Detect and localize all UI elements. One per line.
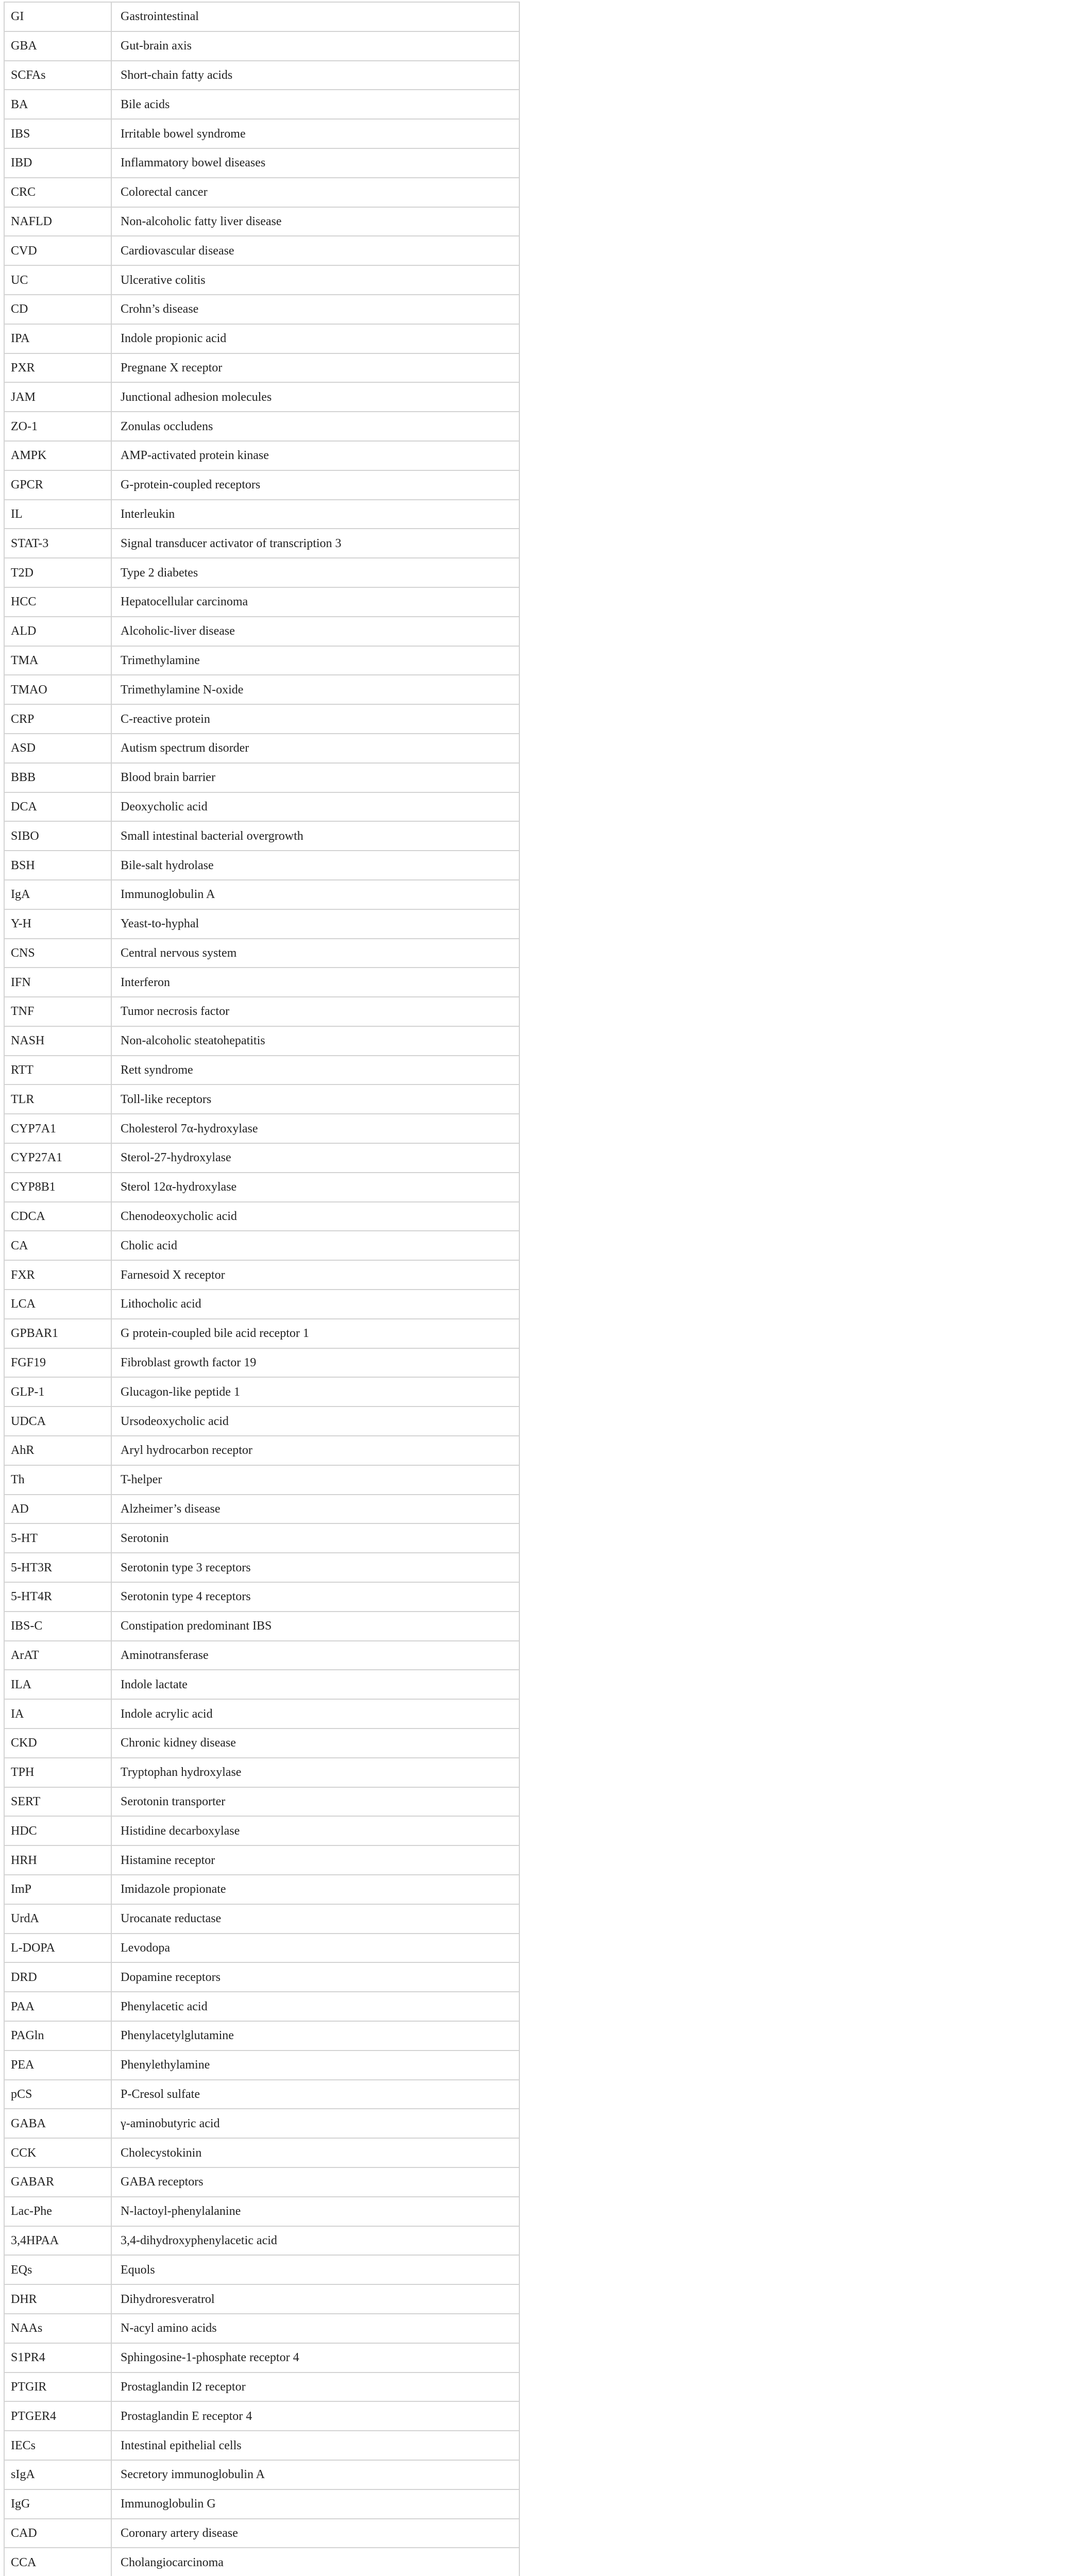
- table-row: [4, 1787, 519, 1817]
- abbreviation-cell: CCK: [4, 2138, 111, 2167]
- abbreviation-cell: AD: [4, 1495, 111, 1524]
- definition-cell: Equols: [111, 2255, 519, 2284]
- table-row: [4, 2167, 519, 2197]
- abbreviation-cell: ArAT: [4, 1641, 111, 1670]
- abbreviation-cell: FXR: [4, 1260, 111, 1290]
- table-row: [4, 2255, 519, 2284]
- table-row: [4, 1612, 519, 1641]
- definition-cell: Tumor necrosis factor: [111, 997, 519, 1026]
- definition-cell: Autism spectrum disorder: [111, 734, 519, 763]
- definition-cell: Trimethylamine: [111, 646, 519, 675]
- abbreviation-cell: GPBAR1: [4, 1319, 111, 1348]
- table-row: [4, 500, 519, 529]
- definition-cell: Sterol-27-hydroxylase: [111, 1143, 519, 1173]
- definition-cell: Urocanate reductase: [111, 1904, 519, 1934]
- definition-cell: G-protein-coupled receptors: [111, 470, 519, 500]
- abbreviation-cell: CVD: [4, 236, 111, 265]
- abbreviation-cell: ILA: [4, 1670, 111, 1699]
- table-row: [4, 1319, 519, 1348]
- abbreviation-cell: L-DOPA: [4, 1934, 111, 1963]
- abbreviation-cell: DCA: [4, 792, 111, 822]
- table-row: [4, 1699, 519, 1728]
- abbreviation-cell: CYP7A1: [4, 1114, 111, 1143]
- definition-cell: AMP-activated protein kinase: [111, 441, 519, 470]
- definition-cell: Junctional adhesion molecules: [111, 382, 519, 412]
- definition-cell: Aryl hydrocarbon receptor: [111, 1436, 519, 1465]
- definition-cell: Blood brain barrier: [111, 763, 519, 792]
- table-row: [4, 1992, 519, 2021]
- abbreviation-cell: SCFAs: [4, 61, 111, 90]
- table-row: [4, 909, 519, 939]
- definition-cell: Non-alcoholic steatohepatitis: [111, 1026, 519, 1056]
- abbreviation-cell: IBD: [4, 148, 111, 178]
- abbreviation-cell: CA: [4, 1231, 111, 1260]
- table-row: [4, 2519, 519, 2548]
- definition-cell: Phenylacetic acid: [111, 1992, 519, 2021]
- abbreviation-cell: HRH: [4, 1845, 111, 1875]
- abbreviation-cell: GI: [4, 2, 111, 31]
- table-row: [4, 734, 519, 763]
- definition-cell: Deoxycholic acid: [111, 792, 519, 822]
- table-row: [4, 1523, 519, 1553]
- definition-cell: Cardiovascular disease: [111, 236, 519, 265]
- definition-cell: Serotonin: [111, 1523, 519, 1553]
- abbreviation-cell: CNS: [4, 939, 111, 968]
- definition-cell: Pregnane X receptor: [111, 353, 519, 383]
- definition-cell: Constipation predominant IBS: [111, 1612, 519, 1641]
- abbreviation-cell: NAFLD: [4, 207, 111, 236]
- abbreviation-cell: CKD: [4, 1728, 111, 1758]
- abbreviation-cell: Th: [4, 1465, 111, 1495]
- table-row: [4, 587, 519, 617]
- abbreviation-cell: RTT: [4, 1056, 111, 1085]
- definition-cell: Lithocholic acid: [111, 1290, 519, 1319]
- definition-cell: Secretory immunoglobulin A: [111, 2460, 519, 2489]
- table-row: [4, 324, 519, 353]
- table-row: [4, 2343, 519, 2372]
- definition-cell: Type 2 diabetes: [111, 558, 519, 587]
- abbreviation-cell: HDC: [4, 1816, 111, 1845]
- table-row: [4, 1173, 519, 1202]
- abbreviation-cell: ZO-1: [4, 412, 111, 441]
- table-row: [4, 646, 519, 675]
- abbreviation-cell: LCA: [4, 1290, 111, 1319]
- definition-cell: Yeast-to-hyphal: [111, 909, 519, 939]
- definition-cell: Cholecystokinin: [111, 2138, 519, 2167]
- table-row: [4, 880, 519, 909]
- abbreviation-cell: EQs: [4, 2255, 111, 2284]
- abbreviation-cell: sIgA: [4, 2460, 111, 2489]
- table-row: [4, 1962, 519, 1992]
- definition-cell: Tryptophan hydroxylase: [111, 1758, 519, 1787]
- abbreviation-cell: DHR: [4, 2284, 111, 2314]
- abbreviation-cell: 5-HT4R: [4, 1582, 111, 1612]
- abbreviation-cell: UrdA: [4, 1904, 111, 1934]
- table-row: [4, 1758, 519, 1787]
- table-row: [4, 1026, 519, 1056]
- abbreviation-cell: PEA: [4, 2050, 111, 2080]
- definition-cell: Levodopa: [111, 1934, 519, 1963]
- table-row: [4, 265, 519, 295]
- table-row: [4, 1260, 519, 1290]
- abbreviation-cell: pCS: [4, 2080, 111, 2109]
- definition-cell: Histidine decarboxylase: [111, 1816, 519, 1845]
- abbreviation-cell: GABAR: [4, 2167, 111, 2197]
- abbreviation-cell: 5-HT: [4, 1523, 111, 1553]
- definition-cell: Immunoglobulin A: [111, 880, 519, 909]
- table-row: [4, 2197, 519, 2226]
- abbreviation-cell: CAD: [4, 2519, 111, 2548]
- table-row: [4, 1056, 519, 1085]
- abbreviation-cell: 5-HT3R: [4, 1553, 111, 1582]
- definition-cell: Cholangiocarcinoma: [111, 2548, 519, 2576]
- abbreviation-cell: BSH: [4, 851, 111, 880]
- definition-cell: Alzheimer’s disease: [111, 1495, 519, 1524]
- definition-cell: Central nervous system: [111, 939, 519, 968]
- definition-cell: Intestinal epithelial cells: [111, 2431, 519, 2460]
- abbreviation-cell: ASD: [4, 734, 111, 763]
- table-row: [4, 178, 519, 207]
- table-row: [4, 2284, 519, 2314]
- table-row: [4, 821, 519, 851]
- table-row: [4, 2109, 519, 2138]
- abbreviation-cell: GBA: [4, 31, 111, 61]
- definition-cell: Hepatocellular carcinoma: [111, 587, 519, 617]
- abbreviation-cell: IgG: [4, 2489, 111, 2519]
- table-row: [4, 1231, 519, 1260]
- table-row: [4, 1495, 519, 1524]
- definition-cell: Coronary artery disease: [111, 2519, 519, 2548]
- table-row: [4, 207, 519, 236]
- table-row: [4, 1582, 519, 1612]
- abbreviations-table: [4, 2, 520, 2576]
- table-row: [4, 792, 519, 822]
- definition-cell: Prostaglandin E receptor 4: [111, 2401, 519, 2431]
- table-row: [4, 1290, 519, 1319]
- definition-cell: Serotonin transporter: [111, 1787, 519, 1817]
- definition-cell: Glucagon-like peptide 1: [111, 1377, 519, 1406]
- definition-cell: Indole propionic acid: [111, 324, 519, 353]
- abbreviation-cell: T2D: [4, 558, 111, 587]
- definition-cell: Chronic kidney disease: [111, 1728, 519, 1758]
- abbreviation-cell: IL: [4, 500, 111, 529]
- table-row: [4, 295, 519, 324]
- table-row: [4, 61, 519, 90]
- table-row: [4, 675, 519, 704]
- table-row: [4, 617, 519, 646]
- abbreviation-cell: HCC: [4, 587, 111, 617]
- abbreviation-cell: CD: [4, 295, 111, 324]
- abbreviation-cell: CRC: [4, 178, 111, 207]
- definition-cell: γ-aminobutyric acid: [111, 2109, 519, 2138]
- definition-cell: Crohn’s disease: [111, 295, 519, 324]
- abbreviations-table-body: [4, 2, 519, 2576]
- table-row: [4, 1084, 519, 1114]
- abbreviation-cell: ImP: [4, 1875, 111, 1904]
- table-row: [4, 148, 519, 178]
- table-row: [4, 90, 519, 119]
- abbreviation-cell: 3,4HPAA: [4, 2226, 111, 2256]
- definition-cell: Short-chain fatty acids: [111, 61, 519, 90]
- definition-cell: Dopamine receptors: [111, 1962, 519, 1992]
- abbreviation-cell: CRP: [4, 704, 111, 734]
- abbreviation-cell: IBS: [4, 119, 111, 148]
- abbreviation-cell: IECs: [4, 2431, 111, 2460]
- definition-cell: Chenodeoxycholic acid: [111, 1202, 519, 1231]
- table-row: [4, 470, 519, 500]
- table-row: [4, 997, 519, 1026]
- definition-cell: Zonulas occludens: [111, 412, 519, 441]
- abbreviation-cell: PAGln: [4, 2021, 111, 2050]
- definition-cell: Histamine receptor: [111, 1845, 519, 1875]
- definition-cell: Toll-like receptors: [111, 1084, 519, 1114]
- table-row: [4, 851, 519, 880]
- table-row: [4, 2021, 519, 2050]
- definition-cell: Gastrointestinal: [111, 2, 519, 31]
- definition-cell: Dihydroresveratrol: [111, 2284, 519, 2314]
- table-row: [4, 412, 519, 441]
- definition-cell: Non-alcoholic fatty liver disease: [111, 207, 519, 236]
- table-row: [4, 939, 519, 968]
- abbreviation-cell: GPCR: [4, 470, 111, 500]
- table-row: [4, 2314, 519, 2343]
- table-row: [4, 382, 519, 412]
- definition-cell: Serotonin type 4 receptors: [111, 1582, 519, 1612]
- table-row: [4, 2, 519, 31]
- table-row: [4, 1377, 519, 1406]
- definition-cell: 3,4-dihydroxyphenylacetic acid: [111, 2226, 519, 2256]
- table-row: [4, 1465, 519, 1495]
- abbreviation-cell: IBS-C: [4, 1612, 111, 1641]
- abbreviation-cell: IFN: [4, 968, 111, 997]
- abbreviation-cell: IPA: [4, 324, 111, 353]
- definition-cell: Inflammatory bowel diseases: [111, 148, 519, 178]
- definition-cell: Phenylacetylglutamine: [111, 2021, 519, 2050]
- abbreviation-cell: TLR: [4, 1084, 111, 1114]
- abbreviation-cell: S1PR4: [4, 2343, 111, 2372]
- definition-cell: Serotonin type 3 receptors: [111, 1553, 519, 1582]
- definition-cell: Indole lactate: [111, 1670, 519, 1699]
- abbreviation-cell: CYP8B1: [4, 1173, 111, 1202]
- table-row: [4, 1641, 519, 1670]
- abbreviation-cell: NASH: [4, 1026, 111, 1056]
- definition-cell: Ursodeoxycholic acid: [111, 1406, 519, 1436]
- definition-cell: Ulcerative colitis: [111, 265, 519, 295]
- abbreviation-cell: PAA: [4, 1992, 111, 2021]
- definition-cell: Cholic acid: [111, 1231, 519, 1260]
- definition-cell: Gut-brain axis: [111, 31, 519, 61]
- table-row: [4, 2548, 519, 2576]
- abbreviation-cell: SERT: [4, 1787, 111, 1817]
- abbreviation-cell: PTGER4: [4, 2401, 111, 2431]
- definition-cell: Colorectal cancer: [111, 178, 519, 207]
- abbreviation-cell: STAT-3: [4, 529, 111, 558]
- abbreviation-cell: IA: [4, 1699, 111, 1728]
- definition-cell: T-helper: [111, 1465, 519, 1495]
- abbreviation-cell: GLP-1: [4, 1377, 111, 1406]
- definition-cell: Cholesterol 7α-hydroxylase: [111, 1114, 519, 1143]
- definition-cell: Bile-salt hydrolase: [111, 851, 519, 880]
- abbreviation-cell: IgA: [4, 880, 111, 909]
- abbreviation-cell: GABA: [4, 2109, 111, 2138]
- table-row: [4, 1845, 519, 1875]
- table-row: [4, 1553, 519, 1582]
- definition-cell: Fibroblast growth factor 19: [111, 1348, 519, 1378]
- definition-cell: P-Cresol sulfate: [111, 2080, 519, 2109]
- definition-cell: Bile acids: [111, 90, 519, 119]
- definition-cell: Phenylethylamine: [111, 2050, 519, 2080]
- definition-cell: Immunoglobulin G: [111, 2489, 519, 2519]
- abbreviation-cell: FGF19: [4, 1348, 111, 1378]
- definition-cell: Sterol 12α-hydroxylase: [111, 1173, 519, 1202]
- table-row: [4, 2401, 519, 2431]
- abbreviation-cell: UDCA: [4, 1406, 111, 1436]
- abbreviation-cell: TNF: [4, 997, 111, 1026]
- table-row: [4, 31, 519, 61]
- table-row: [4, 441, 519, 470]
- definition-cell: G protein-coupled bile acid receptor 1: [111, 1319, 519, 1348]
- definition-cell: Signal transducer activator of transcription 3: [111, 529, 519, 558]
- table-row: [4, 1202, 519, 1231]
- table-row: [4, 1816, 519, 1845]
- table-row: [4, 1348, 519, 1378]
- abbreviation-cell: Lac-Phe: [4, 2197, 111, 2226]
- abbreviation-cell: DRD: [4, 1962, 111, 1992]
- table-row: [4, 1114, 519, 1143]
- table-row: [4, 1904, 519, 1934]
- table-row: [4, 2080, 519, 2109]
- definition-cell: Farnesoid X receptor: [111, 1260, 519, 1290]
- table-row: [4, 2372, 519, 2402]
- table-row: [4, 1143, 519, 1173]
- table-row: [4, 353, 519, 383]
- abbreviation-cell: CYP27A1: [4, 1143, 111, 1173]
- table-row: [4, 1728, 519, 1758]
- table-row: [4, 704, 519, 734]
- table-row: [4, 1875, 519, 1904]
- abbreviation-cell: UC: [4, 265, 111, 295]
- abbreviation-cell: SIBO: [4, 821, 111, 851]
- table-row: [4, 968, 519, 997]
- abbreviation-cell: JAM: [4, 382, 111, 412]
- table-row: [4, 2431, 519, 2460]
- table-row: [4, 558, 519, 587]
- abbreviation-cell: BA: [4, 90, 111, 119]
- definition-cell: Indole acrylic acid: [111, 1699, 519, 1728]
- definition-cell: Trimethylamine N-oxide: [111, 675, 519, 704]
- table-row: [4, 1934, 519, 1963]
- definition-cell: Rett syndrome: [111, 1056, 519, 1085]
- definition-cell: Interferon: [111, 968, 519, 997]
- table-row: [4, 1406, 519, 1436]
- definition-cell: Prostaglandin I2 receptor: [111, 2372, 519, 2402]
- abbreviation-cell: ALD: [4, 617, 111, 646]
- table-row: [4, 2489, 519, 2519]
- table-row: [4, 1436, 519, 1465]
- abbreviation-cell: CDCA: [4, 1202, 111, 1231]
- table-row: [4, 529, 519, 558]
- abbreviation-cell: TMA: [4, 646, 111, 675]
- definition-cell: Irritable bowel syndrome: [111, 119, 519, 148]
- abbreviation-cell: NAAs: [4, 2314, 111, 2343]
- table-row: [4, 763, 519, 792]
- abbreviation-cell: AhR: [4, 1436, 111, 1465]
- definition-cell: Imidazole propionate: [111, 1875, 519, 1904]
- abbreviation-cell: AMPK: [4, 441, 111, 470]
- abbreviation-cell: Y-H: [4, 909, 111, 939]
- definition-cell: Small intestinal bacterial overgrowth: [111, 821, 519, 851]
- table-row: [4, 2226, 519, 2256]
- table-row: [4, 2460, 519, 2489]
- abbreviation-cell: PTGIR: [4, 2372, 111, 2402]
- table-row: [4, 236, 519, 265]
- abbreviation-cell: TPH: [4, 1758, 111, 1787]
- definition-cell: Sphingosine-1-phosphate receptor 4: [111, 2343, 519, 2372]
- table-row: [4, 119, 519, 148]
- table-row: [4, 2138, 519, 2167]
- definition-cell: N-acyl amino acids: [111, 2314, 519, 2343]
- definition-cell: Aminotransferase: [111, 1641, 519, 1670]
- abbreviation-cell: BBB: [4, 763, 111, 792]
- table-row: [4, 1670, 519, 1699]
- abbreviation-cell: CCA: [4, 2548, 111, 2576]
- definition-cell: GABA receptors: [111, 2167, 519, 2197]
- abbreviation-cell: TMAO: [4, 675, 111, 704]
- definition-cell: Alcoholic-liver disease: [111, 617, 519, 646]
- definition-cell: Interleukin: [111, 500, 519, 529]
- definition-cell: C-reactive protein: [111, 704, 519, 734]
- table-row: [4, 2050, 519, 2080]
- abbreviation-cell: PXR: [4, 353, 111, 383]
- definition-cell: N-lactoyl-phenylalanine: [111, 2197, 519, 2226]
